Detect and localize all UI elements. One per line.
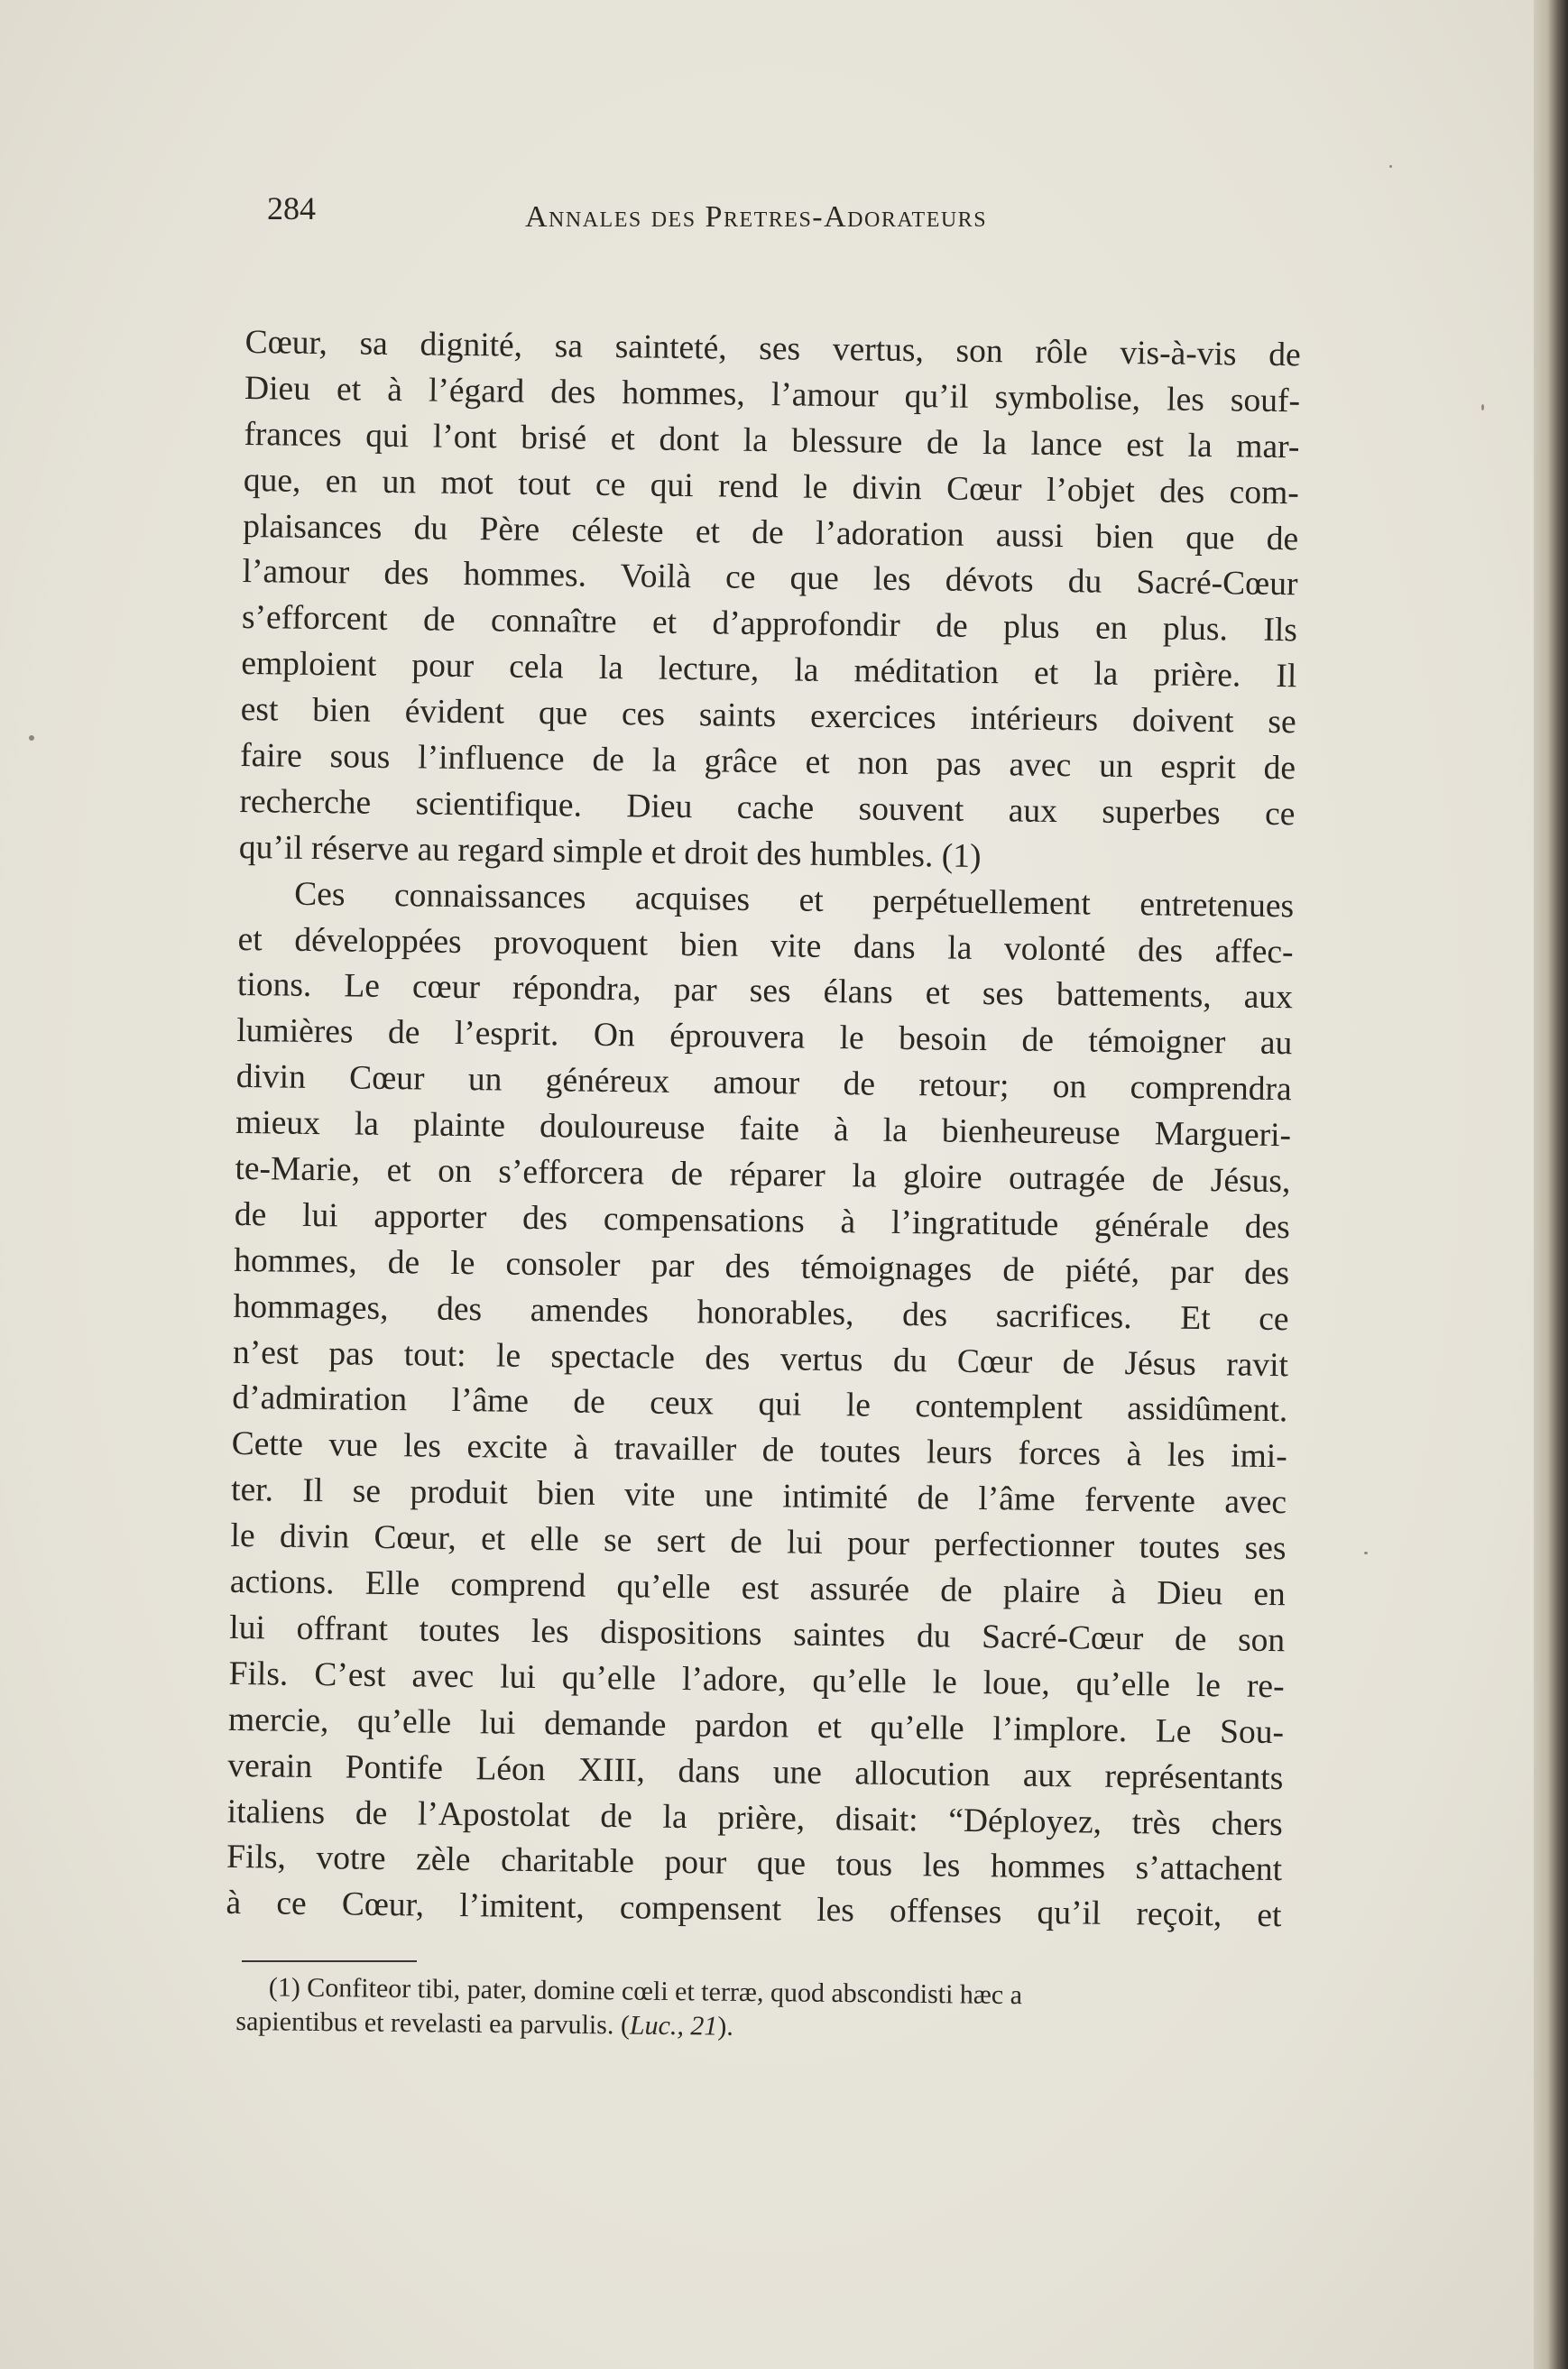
text-line: et développées provoquent bien vite dans la volonté des affec-	[237, 920, 1294, 971]
text-line: divin Cœur un généreux amour de retour; on comprendra	[235, 1058, 1292, 1109]
text-line: frances qui l’ont brisé et dont la blessure de la lance est la mar-	[244, 415, 1300, 466]
text-line: mercie, qu’elle lui demande pardon et qu’elle l’implore. Le Sou-	[227, 1701, 1285, 1751]
footnote-line: (1) Confiteor tibi, pater, domine cœli et terræ, quod abscondisti hæc a	[268, 1972, 1023, 2011]
text-line: verain Pontife Léon XIII, dans une allocution aux représentants	[227, 1747, 1284, 1797]
text-line: tions. Le cœur répondra, par ses élans et ses battements, aux	[236, 966, 1294, 1017]
text-line: s’efforcent de connaître et d’approfondir de plus en plus. Ils	[241, 599, 1298, 650]
running-head: Annales des Pretres-Adorateurs	[525, 200, 988, 234]
footnote-text: sapientibus et revelasti ea parvulis. (	[235, 2005, 631, 2041]
text-line: Cette vue les excite à travailler de toutes leurs forces à les imi-	[231, 1425, 1287, 1476]
paragraph-start-line: Ces connaissances acquises et perpétuellement entretenues	[293, 875, 1295, 925]
text-line: que, en un mot tout ce qui rend le divin Cœur l’objet des com-	[243, 461, 1299, 512]
footnote-divider	[242, 1960, 417, 1962]
text-line: à ce Cœur, l’imitent, compensent les offenses qu’il reçoit, et	[226, 1885, 1282, 1935]
speck	[1389, 165, 1392, 168]
speck	[1481, 404, 1484, 410]
text-line: mieux la plainte douloureuse faite à la bienheureuse Margueri-	[235, 1104, 1292, 1155]
text-line: qu’il réserve au regard simple et droit des humbles. (1)	[238, 828, 982, 875]
text-line: ter. Il se produit bien vite une intimité de l’âme fervente avec	[230, 1471, 1287, 1522]
text-line: de lui apporter des compensations à l’ingratitude générale des	[234, 1195, 1291, 1247]
text-line: recherche scientifique. Dieu cache souvent aux superbes ce	[239, 782, 1296, 834]
text-line: actions. Elle comprend qu’elle est assurée de plaire à Dieu en	[229, 1562, 1287, 1614]
speck	[29, 735, 34, 741]
text-line: d’admiration l’âme de ceux qui le contemplent assidûment.	[232, 1379, 1288, 1430]
text-line: Fils, votre zèle charitable pour que tous les hommes s’attachent	[226, 1839, 1283, 1889]
speck	[1364, 1552, 1368, 1554]
text-line: Fils. C’est avec lui qu’elle l’adore, qu’elle le loue, qu’elle le re-	[228, 1655, 1285, 1706]
text-line: faire sous l’influence de la grâce et non pas avec un esprit de	[239, 736, 1296, 788]
text-line: le divin Cœur, et elle se sert de lui pour perfectionner toutes ses	[230, 1517, 1287, 1568]
text-line: hommages, des amendes honorables, des sacrifices. Et ce	[233, 1287, 1289, 1338]
text-line: l’amour des hommes. Voilà ce que les dévots du Sacré-Cœur	[242, 553, 1298, 604]
page-number: 284	[267, 190, 316, 226]
footnote-text: ).	[717, 2011, 734, 2042]
text-line: lumières de l’esprit. On éprouvera le besoin de témoigner au	[236, 1012, 1293, 1063]
text-line: plaisances du Père céleste et de l’adoration aussi bien que de	[242, 507, 1299, 558]
body-text	[226, 320, 1301, 1940]
text-line: est bien évident que ces saints exercices intérieurs doivent se	[240, 691, 1296, 742]
text-line: n’est pas tout: le spectacle des vertus du Cœur de Jésus ravit	[232, 1333, 1289, 1384]
text-line: hommes, de le consoler par des témoignages de piété, par des	[234, 1241, 1290, 1293]
text-line: lui offrant toutes les dispositions saintes du Sacré-Cœur de son	[229, 1609, 1286, 1660]
text-line: emploient pour cela la lecture, la méditation et la prière. Il	[241, 645, 1297, 696]
text-line: italiens de l’Apostolat de la prière, disait: “Déployez, très chers	[226, 1793, 1283, 1843]
page-edge-shadow	[1534, 0, 1568, 2369]
text-line: Dieu et à l’égard des hommes, l’amour qu’il symbolise, les souf-	[244, 369, 1301, 420]
footnote-reference: Luc., 21	[629, 2010, 718, 2042]
footnote	[235, 1970, 1290, 2050]
text-line: Cœur, sa dignité, sa sainteté, ses vertus, son rôle vis-à-vis de	[244, 323, 1301, 374]
text-line: te-Marie, et on s’efforcera de réparer la gloire outragée de Jésus,	[235, 1149, 1291, 1201]
